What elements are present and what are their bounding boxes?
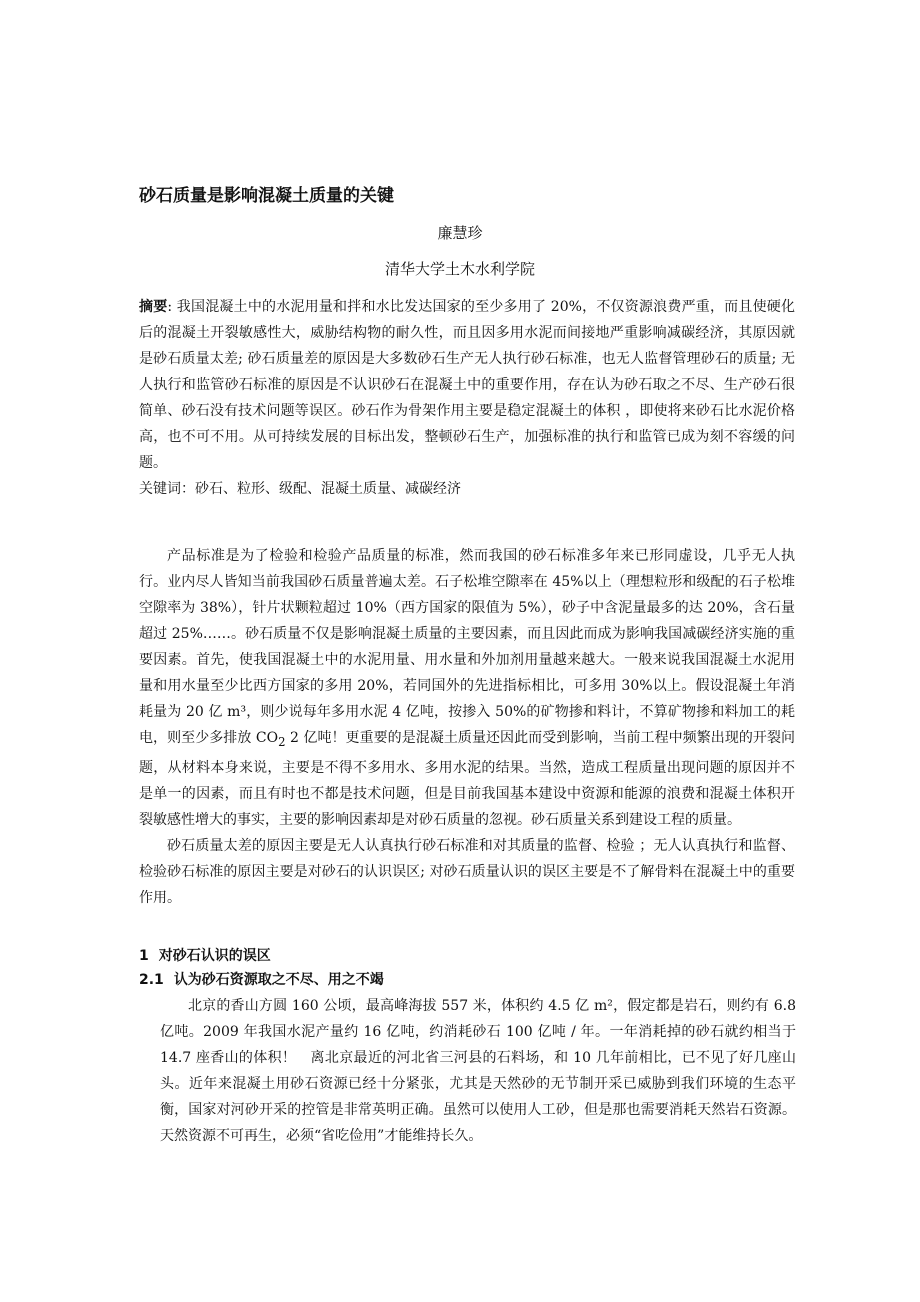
body-paragraph-1-part-a: 产品标准是为了检验和检验产品质量的标准，然而我国的砂石标准多年来已形同虚设，几乎无人执行。业内尽人皆知当前我国砂石质量普遍太差。石子松堆空隙率在 45%以上（理想粒形和级配的石子松堆空隙率为 38%），针片状颗粒超过 10%（西方国家的限值为 5%），砂子中含泥量最多的达 20%，含石量超过 25%……。砂石质量不仅是影响混凝土质量的主要因素，而且因此而成为影响我国减碳经济实施的重要因素。首先，使我国混凝土中的水泥用量、用水量和外加剂用量越来越大。一般来说我国混凝土水泥用量和用水量至少比西方国家的多用 20%，若同国外的先进指标相比，可多用 30%以上。假设混凝土年消耗量为 20 亿 m³，则少说每年多用水泥 4 亿吨，按掺入 50%的矿物掺和料计，不算矿物掺和料加工的耗电，则至少多排放 CO <box>139 548 795 746</box>
body-text <box>139 543 795 911</box>
author-affiliation: 清华大学土木水利学院 <box>384 260 535 278</box>
section-1-number: 1 <box>139 948 149 964</box>
abstract-paragraph <box>139 294 795 476</box>
section-2-1-number: 2.1 <box>139 972 164 988</box>
body-paragraph-2: 砂石质量太差的原因主要是无人认真执行砂石标准和对其质量的监督、检验 ；无人认真执行和监督、检验砂石标准的原因主要是对砂石的认识误区; 对砂石质量认识的误区主要是不了解骨料在混凝土中的重要作用。 <box>139 837 795 906</box>
body-paragraph-1-part-b: 2 亿吨！更重要的是混凝土质量还因此而受到影响，当前工程中频繁出现的开裂问题，从材料本身来说，主要是不得不多用水、多用水泥的结果。当然，造成工程质量出现问题的原因并不是单一的因素，而且有时也不都是技术问题，但是目前我国基本建设中资源和能源的浪费和混凝土体积开裂敏感性增大的事实，主要的影响因素却是对砂石质量的忽视。砂石质量关系到建设工程的质量。 <box>139 730 796 828</box>
body-paragraph-1 <box>139 543 795 833</box>
section-2-1-title: 认为砂石资源取之不尽、用之不竭 <box>173 972 384 988</box>
author-name: 廉慧珍 <box>437 224 483 242</box>
abstract-text: : 我国混凝土中的水泥用量和拌和水比发达国家的至少多用了 20%，不仅资源浪费严重，而且使硬化后的混凝土开裂敏感性大，威胁结构物的耐久性，而且因多用水泥而间接地严重影响减碳经济，其原因就是砂石质量太差; 砂石质量差的原因是大多数砂石生产无人执行砂石标准，也无人监督管理砂石的质量; 无人执行和监管砂石标准的原因是不认识砂石在混凝土中的重要作用，存在认为砂石取之不尽、生产砂石很简单、砂石没有技术问题等误区。砂石作为骨架作用主要是稳定混凝土的体积 ，即使将来砂石比水泥价格高，也不可不用。从可持续发展的目标出发，整顿砂石生产，加强标准的执行和监管已成为刻不容缓的问题。 <box>139 299 796 471</box>
abstract-label: 摘要 <box>139 299 168 315</box>
section-1-heading <box>139 944 271 968</box>
section-2-1-body <box>160 993 796 1149</box>
section-2-1-paragraph: 北京的香山方圆 160 公顷，最高峰海拔 557 米，体积约 4.5 亿 m²，假定都是岩石，则约有 6.8 亿吨。2009 年我国水泥产量约 16 亿吨，约消耗砂石 100 亿吨 / 年。一年消耗掉的砂石就约相当于 14.7 座香山的体积！ 离北京最近的河北省三河县的石料场，和 10 几年前相比，已不见了好几座山头。近年来混凝土用砂石资源已经十分紧张，尤其是天然砂的无节制开采已威胁到我们环境的生态平衡，国家对河砂开采的控管是非常英明正确。虽然可以使用人工砂，但是那也需要消耗天然岩石资源。天然资源不可再生，必须“省吃俭用”才能维持长久。 <box>160 998 796 1144</box>
section-2-1-heading <box>139 968 384 992</box>
co2-subscript: 2 <box>278 734 286 749</box>
keywords-line: 关键词：砂石、粒形、级配、混凝土质量、减碳经济 <box>139 481 461 497</box>
paper-title: 砂石质量是影响混凝土质量的关键 <box>139 186 394 206</box>
section-1-title: 对砂石认识的误区 <box>158 948 271 964</box>
